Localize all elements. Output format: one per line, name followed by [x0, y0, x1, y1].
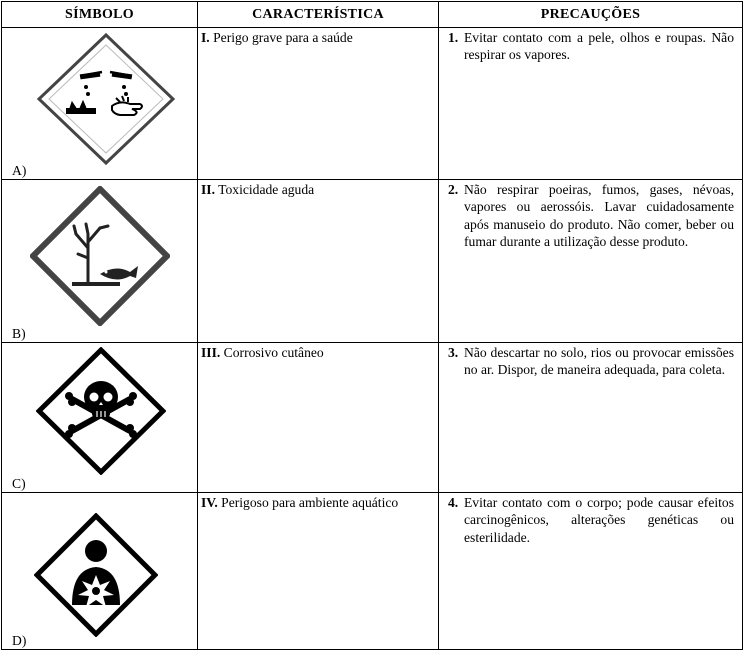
characteristic-text: Toxicidade aguda: [214, 182, 315, 197]
symbol-letter: D): [12, 633, 27, 648]
hazard-table: [1, 1, 743, 650]
precaution-number: 3.: [448, 345, 459, 360]
corrosive-icon: [36, 32, 176, 166]
table-row: [2, 343, 743, 493]
symbol-cell: [2, 343, 198, 493]
header-row: [2, 2, 743, 28]
table-row: [2, 28, 743, 180]
precaution-text: Não descartar no solo, rios ou provocar emissões no ar. Dispor, de maneira adequada, para coleta.: [464, 345, 734, 378]
header-precautions: PRECAUÇÕES: [439, 2, 743, 28]
characteristic-text: Perigo grave para a saúde: [209, 30, 353, 45]
environment-hazard-icon: [30, 186, 170, 326]
table-row: [2, 493, 743, 650]
precaution-cell: [439, 28, 743, 180]
symbol-cell: [2, 180, 198, 343]
symbol-letter: C): [12, 476, 26, 491]
symbol-cell: [2, 493, 198, 650]
characteristic-cell: [198, 28, 439, 180]
skull-crossbones-icon: [36, 347, 166, 475]
symbol-cell: [2, 28, 198, 180]
precaution-number: 1.: [448, 30, 459, 45]
characteristic-cell: [198, 493, 439, 650]
characteristic-text: Corrosivo cutâneo: [220, 345, 324, 360]
precaution-text: Evitar contato com o corpo; pode causar efeitos carcinogênicos, alterações genéticas ou esterilidade.: [464, 495, 734, 545]
precaution-cell: [439, 180, 743, 343]
health-hazard-icon: [34, 513, 158, 637]
characteristic-text: Perigoso para ambiente aquático: [217, 495, 399, 510]
characteristic-number: IV.: [201, 495, 218, 510]
precaution-text: Não respirar poeiras, fumos, gases, névoas, vapores ou aerossóis. Lavar cuidadosamente após manuseio do produto. Não comer, beber ou fumar durante a utilização desse produto.: [464, 182, 734, 250]
precaution-number: 4.: [448, 495, 459, 510]
characteristic-cell: [198, 180, 439, 343]
characteristic-cell: [198, 343, 439, 493]
characteristic-number: II.: [201, 182, 215, 197]
precaution-number: 2.: [448, 182, 459, 197]
characteristic-number: III.: [201, 345, 221, 360]
header-symbol: SÍMBOLO: [2, 2, 198, 28]
table-row: [2, 180, 743, 343]
characteristic-number: I.: [201, 30, 210, 45]
header-characteristic: CARACTERÍSTICA: [198, 2, 439, 28]
precaution-text: Evitar contato com a pele, olhos e roupas. Não respirar os vapores.: [464, 30, 734, 63]
symbol-letter: A): [12, 163, 27, 178]
precaution-cell: [439, 343, 743, 493]
symbol-letter: B): [12, 326, 26, 341]
precaution-cell: [439, 493, 743, 650]
